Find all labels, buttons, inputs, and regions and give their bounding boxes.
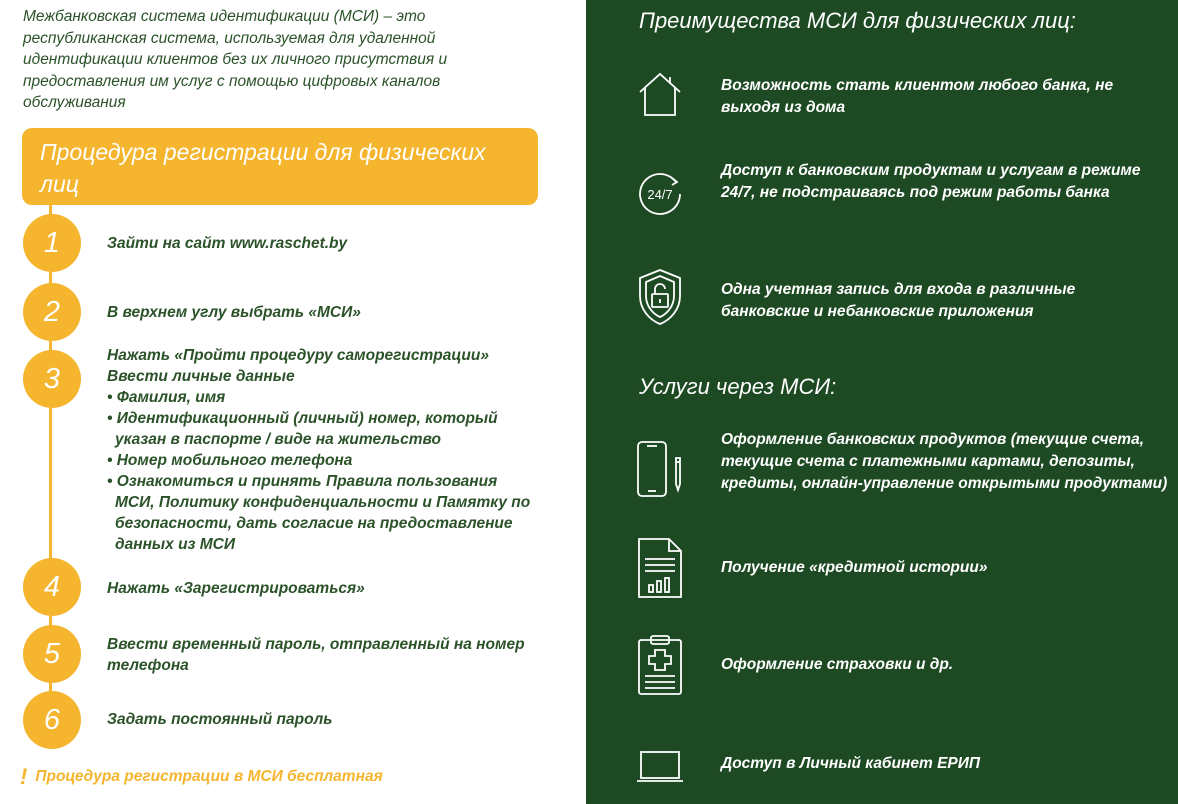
step-line: Задать постоянный пароль	[107, 711, 333, 728]
note-text: Процедура регистрации в МСИ бесплатная	[35, 768, 383, 785]
service-text-3: Оформление страховки и др.	[721, 656, 954, 673]
advantages-title: Преимущества МСИ для физических лиц:	[639, 8, 1076, 33]
step-text-6	[107, 709, 547, 730]
step-text-4	[107, 578, 547, 599]
step-text-5	[107, 634, 537, 676]
step-line: Ввести личные данные	[107, 368, 295, 385]
step-bullet: • Номер мобильного телефона	[107, 452, 353, 469]
document-chart-icon	[634, 537, 686, 599]
services-title: Услуги через МСИ:	[639, 374, 837, 399]
step-line: Зайти на сайт www.raschet.by	[107, 235, 348, 252]
free-registration-note	[20, 764, 383, 790]
service-text-1: Оформление банковских продуктов (текущие счета, текущие счета с платежными картами, депозиты, кредиты, онлайн-управление открытыми продуктами)	[721, 431, 1168, 492]
phone-icon	[634, 440, 686, 498]
step-number-1: 1	[23, 214, 81, 272]
step-number-2: 2	[23, 283, 81, 341]
step-line: В верхнем углу выбрать «МСИ»	[107, 304, 361, 321]
laptop-icon	[634, 750, 686, 784]
advantage-text-1: Возможность стать клиентом любого банка, не выходя из дома	[721, 77, 1114, 116]
step-text-1	[107, 233, 547, 254]
step-text-2	[107, 302, 547, 323]
step-number-6: 6	[23, 691, 81, 749]
advantage-text-3: Одна учетная запись для входа в различные банковские и небанковские приложения	[721, 281, 1076, 320]
clock-label: 24/7	[647, 187, 673, 202]
house-icon	[634, 70, 686, 118]
clipboard-medical-icon	[634, 634, 686, 696]
step-line: Нажать «Пройти процедуру саморегистрации»	[107, 347, 489, 364]
banner-title: Процедура регистрации для физических лиц	[40, 139, 486, 197]
service-text-4: Доступ в Личный кабинет ЕРИП	[721, 755, 981, 772]
step-text-3	[107, 345, 537, 555]
service-text-2: Получение «кредитной истории»	[721, 559, 988, 576]
advantage-text-2: Доступ к банковским продуктам и услугам в режиме 24/7, не подстраиваясь под режим работы банка	[721, 162, 1141, 201]
step-number-4: 4	[23, 558, 81, 616]
step-bullet: • Ознакомиться и принять Правила пользования МСИ, Политику конфиденциальности и Памятку по безопасности, дать согласие на предоставление данных из МСИ	[107, 473, 531, 553]
step-bullet: • Идентификационный (личный) номер, который указан в паспорте / виде на жительство	[107, 410, 498, 448]
step-line: Нажать «Зарегистрироваться»	[107, 580, 365, 597]
step-number-5: 5	[23, 625, 81, 683]
exclamation-icon: !	[20, 764, 28, 789]
clock-24-7-icon	[634, 170, 686, 218]
step-number-3: 3	[23, 350, 81, 408]
intro-text: Межбанковская система идентификации (МСИ) – это республиканская система, используемая для удаленной идентификации клиентов без их личного присутствия и предоставления им услуг с помощью цифровых каналов обслуживания	[23, 8, 448, 111]
step-bullet: • Фамилия, имя	[107, 389, 226, 406]
shield-lock-icon	[634, 268, 686, 326]
registration-banner	[22, 128, 538, 205]
step-line: Ввести временный пароль, отправленный на номер телефона	[107, 636, 525, 674]
